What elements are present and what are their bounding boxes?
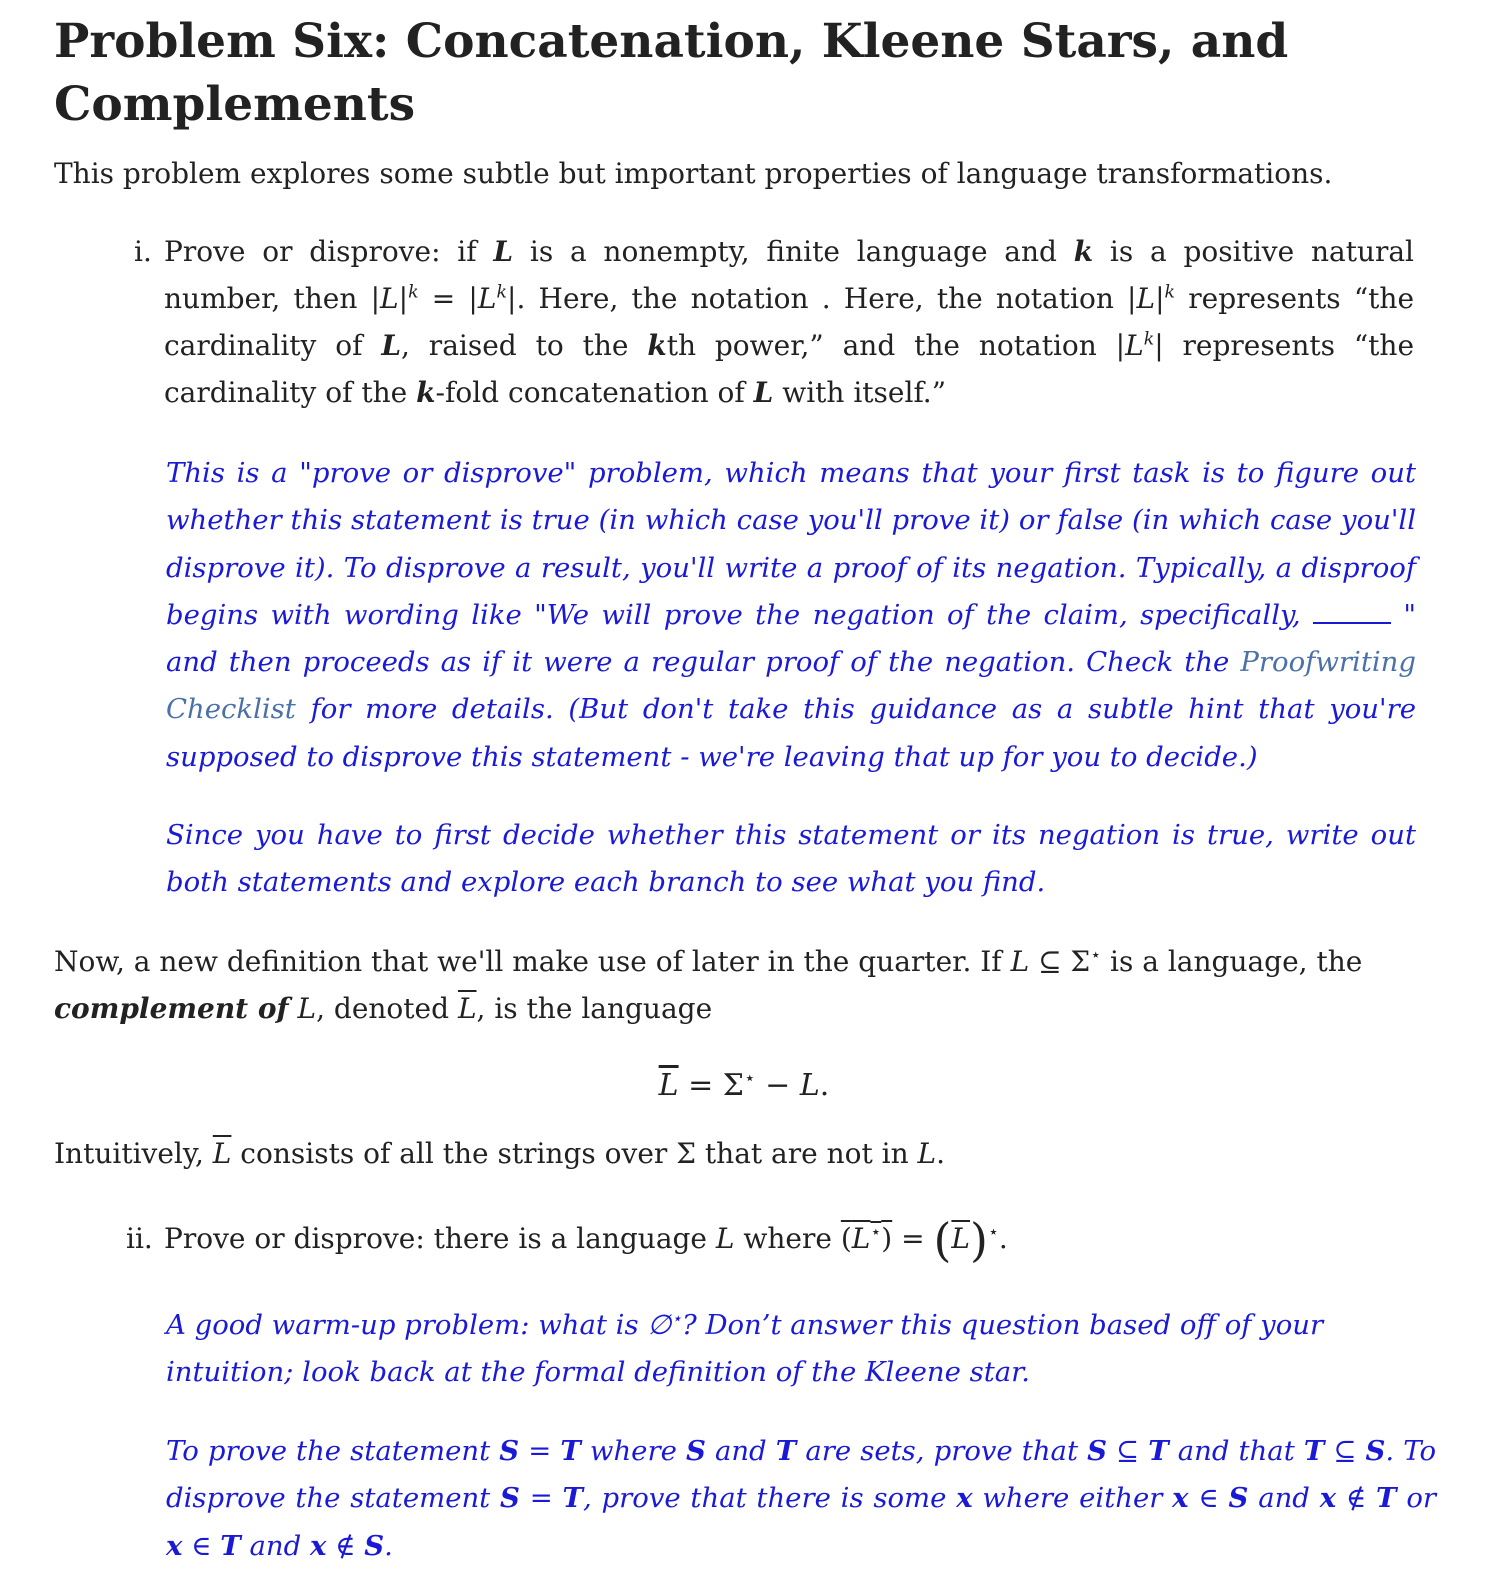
hint-i-paragraph-2: Since you have to first decide whether this statement or its negation is true, write out both statements and explore each branch to see what you find. (166, 819, 1416, 899)
hint-ii-paragraph-2: To prove the statement S = T where S and T are sets, prove that S ⊆ T and that T ⊆ S. To disprove the statement S = T, prove that there is some x where either x ∈ S and x ∉ T or x ∈ T and x ∉ S. (166, 1435, 1437, 1562)
complement-definition: Now, a new definition that we'll make use of later in the quarter. If L ⊆ Σ⋆ is a language, the complement of L, denoted $\overline{L}$, is the language (54, 945, 1363, 1025)
hint-i-paragraph-1: This is a "prove or disprove" problem, which means that your first task is to figure out whether this statement is true (in which case you'll prove it) or false (in which case you'll disprove it). To disprove a result, you'll write a proof of its negation. Typically, a disproof begins with wording like "We will prove the negation of the claim, specifically, " and then proceeds as if it were a regular proof of the negation. Check the Proofwriting Checklist for more details. (But don't take this guidance as a subtle hint that you're supposed to disprove this statement - we're leaving that up for you to decide.) (166, 457, 1416, 773)
blank-line (1313, 600, 1391, 624)
part-i-statement: Prove or disprove: if L is a nonempty, finite language and k is a positive natural number, then $|L|^k = |L^k|$. Here, the notation . Here, the notation $|L|^k$ represents “the cardinality of L, raised to the kth power,” and the notation $|L^k|$ represents “the cardinality of the k-fold concatenation of L with itself.” (164, 235, 1415, 409)
part-ii-statement: Prove or disprove: there is a language L where $(L^⋆) = (\overline{L})^⋆$. (164, 1213, 1008, 1267)
complement-equation: $\overline{L} = \Sigma^⋆ - L$. (658, 1068, 830, 1103)
intro-text: This problem explores some subtle but important properties of language transformations. (54, 157, 1333, 190)
intuition-text: Intuitively, $\overline{L}$ consists of all the strings over Σ that are not in L. (54, 1137, 946, 1170)
part-ii-label: ii. (126, 1222, 153, 1255)
proofwriting-checklist-link[interactable]: Proofwriting Checklist (166, 646, 1416, 726)
part-i-label: i. (134, 235, 152, 268)
hint-ii-paragraph-1: A good warm-up problem: what is ∅⋆? Don’t answer this question based off of your intuition; look back at the formal definition of the Kleene star. (166, 1308, 1324, 1389)
problem-title: Problem Six: Concatenation, Kleene Stars, and Complements (54, 14, 1289, 132)
